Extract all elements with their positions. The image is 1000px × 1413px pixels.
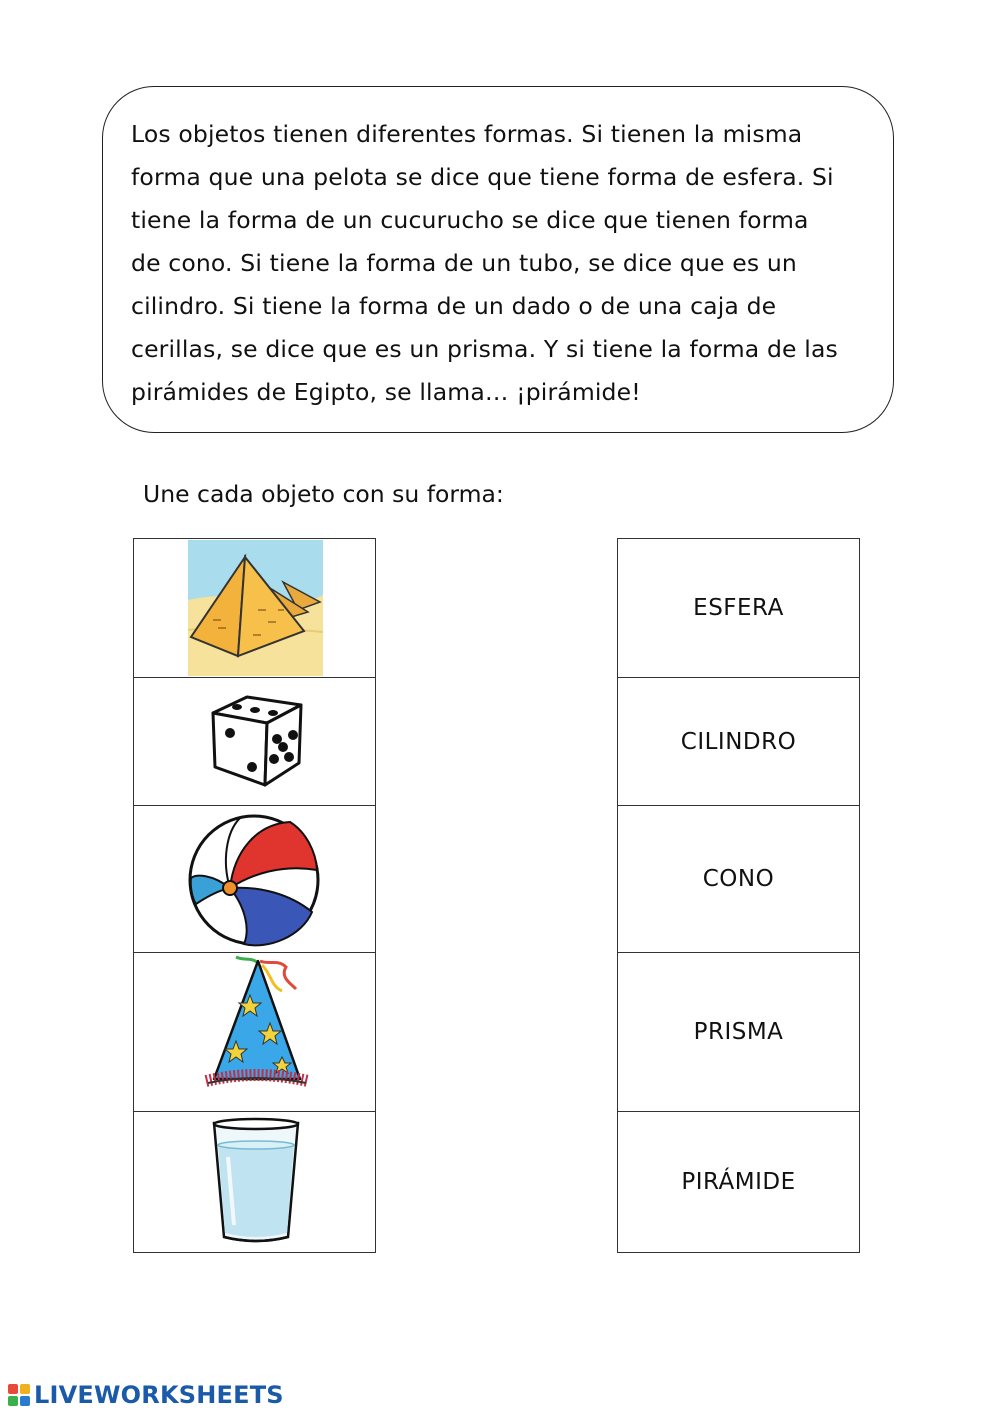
footer-logo: [8, 1381, 284, 1409]
intro-line: forma que una pelota se dice que tiene forma de esfera. Si: [131, 163, 834, 191]
intro-line: Los objetos tienen diferentes formas. Si tienen la misma: [131, 120, 803, 148]
footer-brand: LIVEWORKSHEETS: [34, 1381, 284, 1409]
shape-cell-prisma[interactable]: PRISMA: [617, 952, 860, 1112]
shape-cell-esfera[interactable]: ESFERA: [617, 538, 860, 678]
liveworksheets-logo-icon: [8, 1384, 30, 1406]
shape-cell-cono[interactable]: CONO: [617, 805, 860, 953]
party-hat-icon: [200, 955, 312, 1105]
intro-line: pirámides de Egipto, se llama… ¡pirámide!: [131, 378, 641, 406]
intro-line: tiene la forma de un cucurucho se dice que tienen forma: [131, 206, 809, 234]
shape-cell-piramide[interactable]: PIRÁMIDE: [617, 1111, 860, 1253]
shape-cell-cilindro[interactable]: CILINDRO: [617, 677, 860, 806]
beach-ball-icon: [186, 812, 322, 948]
dice-icon: [205, 693, 305, 789]
pyramid-icon: [188, 540, 323, 676]
intro-line: cerillas, se dice que es un prisma. Y si tiene la forma de las: [131, 335, 838, 363]
instruction-text: Une cada objeto con su forma:: [143, 480, 504, 508]
glass-icon: [208, 1117, 304, 1247]
intro-line: cilindro. Si tiene la forma de un dado o de una caja de: [131, 292, 777, 320]
intro-line: de cono. Si tiene la forma de un tubo, se dice que es un: [131, 249, 797, 277]
intro-box: [102, 86, 894, 433]
